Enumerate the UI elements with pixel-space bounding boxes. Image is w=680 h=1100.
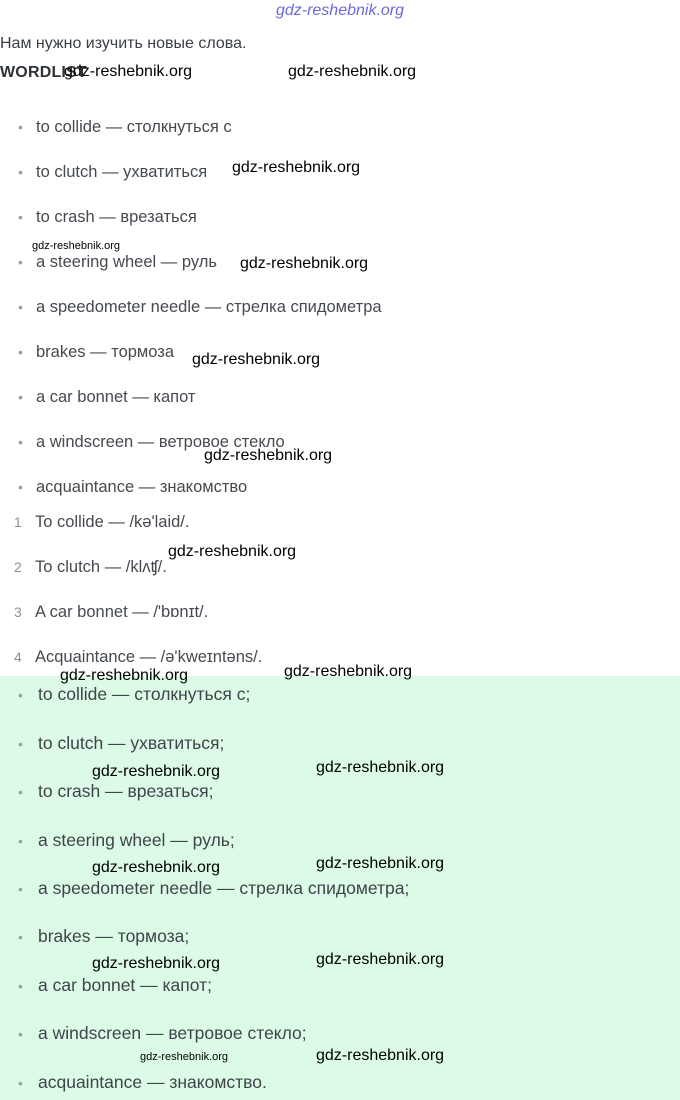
- bullet-icon: •: [18, 479, 23, 495]
- watermark: gdz-reshebnik.org: [204, 447, 333, 464]
- answer-item-text: to collide — столкнуться с;: [38, 684, 251, 704]
- watermark: gdz-reshebnik.org: [92, 955, 221, 972]
- pronunciation-text: Acquaintance — /ə'kweɪntəns/.: [35, 648, 263, 666]
- item-number: 3: [14, 604, 22, 620]
- bullet-icon: •: [18, 389, 23, 405]
- watermark: gdz-reshebnik.org: [92, 763, 221, 780]
- bullet-icon: •: [18, 299, 23, 315]
- answer-item: [18, 1023, 307, 1044]
- list-item-text: to clutch — ухватиться: [36, 163, 208, 181]
- bullet-icon: •: [18, 978, 23, 994]
- list-item-text: a windscreen — ветровое стекло: [36, 433, 285, 451]
- watermark: gdz-reshebnik.org: [316, 951, 445, 968]
- answer-item-text: a speedometer needle — стрелка спидометра;: [38, 878, 410, 898]
- item-number: 1: [14, 514, 22, 530]
- pronunciation-text: A car bonnet — /'bɒnɪt/.: [35, 603, 209, 621]
- bullet-icon: •: [18, 119, 23, 135]
- watermark: gdz-reshebnik.org: [316, 759, 445, 776]
- answer-item-text: acquaintance — знакомство.: [38, 1072, 267, 1092]
- pronunciation-item: [14, 648, 262, 667]
- answer-item-text: to crash — врезаться;: [38, 781, 214, 801]
- pronunciation-item: [14, 513, 189, 532]
- watermark: gdz-reshebnik.org: [140, 1051, 229, 1063]
- watermark: gdz-reshebnik.org: [288, 63, 417, 80]
- watermark: gdz-reshebnik.org: [316, 855, 445, 872]
- list-item: [18, 298, 382, 317]
- list-item-text: to collide — столкнуться с: [36, 118, 232, 136]
- list-item: [18, 163, 207, 182]
- list-item-text: a speedometer needle — стрелка спидометра: [36, 298, 382, 316]
- list-item-text: acquaintance — знакомство: [36, 478, 248, 496]
- bullet-icon: •: [18, 929, 23, 945]
- item-number: 2: [14, 559, 22, 575]
- list-item-text: to crash — врезаться: [36, 208, 197, 226]
- list-item: [18, 253, 217, 272]
- answer-item: [18, 878, 409, 899]
- watermark: gdz-reshebnik.org: [284, 663, 413, 680]
- answer-item-text: to clutch — ухватиться;: [38, 733, 225, 753]
- bullet-icon: •: [18, 784, 23, 800]
- bullet-icon: •: [18, 1026, 23, 1042]
- bullet-icon: •: [18, 833, 23, 849]
- list-item: [18, 118, 232, 137]
- pronunciation-item: [14, 603, 208, 622]
- answer-item-text: brakes — тормоза;: [38, 926, 190, 946]
- answer-item: [18, 733, 224, 754]
- list-item-text: a car bonnet — капот: [36, 388, 196, 406]
- watermark: gdz-reshebnik.org: [60, 667, 189, 684]
- list-item-text: a steering wheel — руль: [36, 253, 217, 271]
- watermark: gdz-reshebnik.org: [232, 159, 361, 176]
- answer-item: [18, 975, 212, 996]
- list-item: [18, 208, 197, 227]
- list-item: [18, 478, 247, 497]
- item-number: 4: [14, 649, 22, 665]
- answer-item-text: a car bonnet — капот;: [38, 975, 212, 995]
- list-item-text: brakes — тормоза: [36, 343, 174, 361]
- answer-item-text: a steering wheel — руль;: [38, 830, 235, 850]
- bullet-icon: •: [18, 209, 23, 225]
- watermark: gdz-reshebnik.org: [168, 543, 297, 560]
- watermark: gdz-reshebnik.org: [316, 1047, 445, 1064]
- intro-text: Нам нужно изучить новые слова.: [0, 35, 247, 52]
- bullet-icon: •: [18, 736, 23, 752]
- list-item: [18, 343, 174, 362]
- site-title[interactable]: gdz-reshebnik.org: [275, 2, 405, 19]
- watermark: gdz-reshebnik.org: [92, 859, 221, 876]
- bullet-icon: •: [18, 1075, 23, 1091]
- answer-item-text: a windscreen — ветровое стекло;: [38, 1023, 307, 1043]
- answer-item: [18, 684, 250, 705]
- answer-item: [18, 1072, 267, 1093]
- bullet-icon: •: [18, 344, 23, 360]
- answer-item: [18, 926, 189, 947]
- bullet-icon: •: [18, 881, 23, 897]
- watermark: gdz-reshebnik.org: [240, 255, 369, 272]
- bullet-icon: •: [18, 434, 23, 450]
- watermark: gdz-reshebnik.org: [64, 63, 193, 80]
- wordlist-heading: WORDLIST: [0, 64, 87, 81]
- pronunciation-text: To clutch — /klʌʧ/.: [35, 558, 167, 576]
- watermark: gdz-reshebnik.org: [32, 240, 121, 252]
- answer-item: [18, 830, 235, 851]
- bullet-icon: •: [18, 164, 23, 180]
- answer-item: [18, 781, 213, 802]
- pronunciation-text: To collide — /kə'laid/.: [35, 513, 190, 531]
- bullet-icon: •: [18, 687, 23, 703]
- bullet-icon: •: [18, 254, 23, 270]
- pronunciation-item: [14, 558, 167, 577]
- watermark: gdz-reshebnik.org: [192, 351, 321, 368]
- list-item: [18, 388, 195, 407]
